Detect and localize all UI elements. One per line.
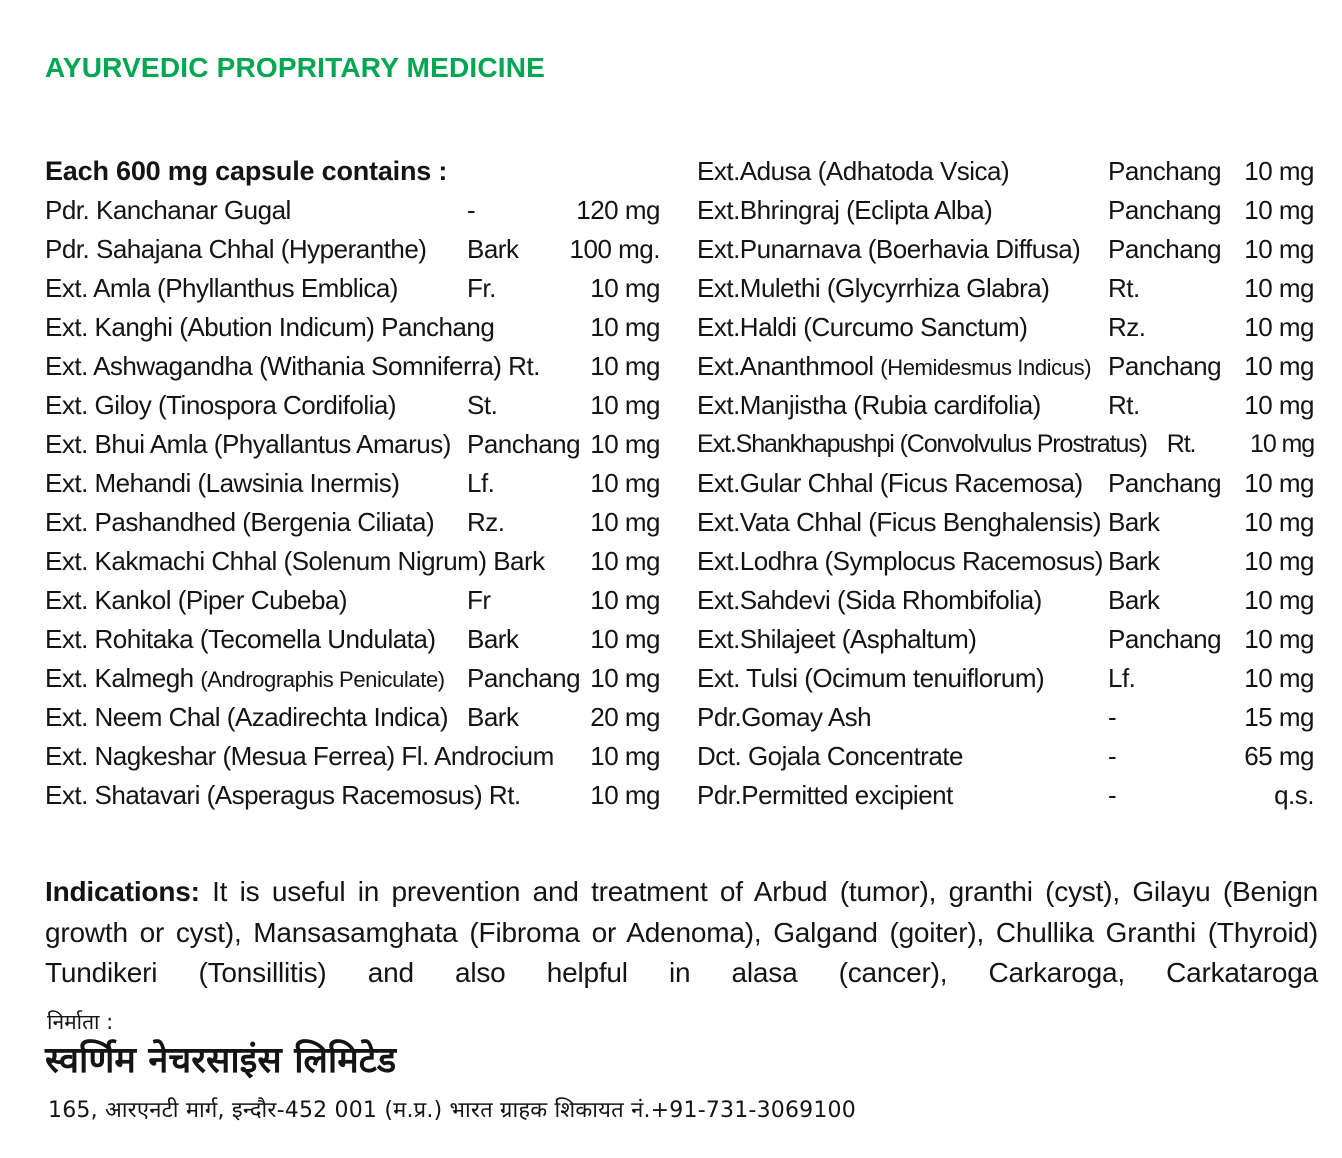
ingredient-row (697, 503, 1314, 542)
ingredient-part: - (1108, 741, 1117, 771)
ingredient-part: - (467, 195, 476, 225)
ingredient-part: Panchang (1108, 195, 1222, 225)
ingredient-part: Panchang (1108, 234, 1222, 264)
ingredient-row (697, 347, 1314, 386)
ingredient-name: Ext.Shankhapushpi (Convolvulus Prostratus) (697, 430, 1147, 458)
ingredient-row (45, 386, 660, 425)
ingredient-part: Rt. (1108, 390, 1140, 420)
ingredient-amount: 15 mg (1244, 702, 1314, 732)
ingredient-name: Ext. Neem Chal (Azadirechta Indica) (45, 702, 449, 732)
indications-paragraph (45, 872, 1318, 994)
ingredient-amount: 10 mg (1244, 195, 1314, 225)
ingredient-row (697, 464, 1314, 503)
ingredient-row (697, 308, 1314, 347)
ingredient-name: Ext. Ashwagandha (Withania Somniferra) Rt. (45, 351, 540, 381)
ingredient-name: Ext.Lodhra (Symplocus Racemosus) (697, 546, 1103, 576)
ingredient-part: Bark (467, 624, 519, 654)
ingredient-name: Ext. Amla (Phyllanthus Emblica) (45, 273, 398, 303)
ingredient-amount: 65 mg (1244, 741, 1314, 771)
ingredient-name: Dct. Gojala Concentrate (697, 741, 963, 771)
ingredient-amount: 10 mg (590, 273, 660, 303)
ingredient-row (697, 776, 1314, 815)
ingredient-name: Ext.Adusa (Adhatoda Vsica) (697, 156, 1010, 186)
composition-right-column (697, 152, 1314, 815)
ingredient-part: Bark (467, 234, 519, 264)
ingredient-row (45, 776, 660, 815)
ingredient-amount: 10 mg (1244, 663, 1314, 693)
ingredient-name: Ext. Giloy (Tinospora Cordifolia) (45, 390, 396, 420)
ingredient-amount: 10 mg (590, 585, 660, 615)
ingredient-name: Ext. Kanghi (Abution Indicum) Panchang (45, 312, 495, 342)
ingredient-name: Ext. Nagkeshar (Mesua Ferrea) Fl. Androcium (45, 741, 554, 771)
ingredient-amount: 20 mg (590, 702, 660, 732)
ingredient-part: Bark (467, 702, 519, 732)
ingredient-amount: 10 mg (1244, 624, 1314, 654)
ingredient-latin-name: (Hemidesmus Indicus) (880, 355, 1092, 380)
ingredient-row (697, 542, 1314, 581)
ingredient-row (45, 308, 660, 347)
ingredient-row (45, 698, 660, 737)
ingredient-name: Ext. Kalmegh (Andrographis Peniculate) (45, 663, 445, 693)
ingredient-amount: 10 mg (590, 351, 660, 381)
ingredient-name: Ext. Rohitaka (Tecomella Undulata) (45, 624, 436, 654)
ingredient-row (697, 698, 1314, 737)
ingredient-part: St. (467, 390, 498, 420)
ingredient-part: Panchang (1108, 624, 1222, 654)
ingredient-row (45, 425, 660, 464)
ingredient-name: Ext.Punarnava (Boerhavia Diffusa) (697, 234, 1081, 264)
ingredient-name: Ext.Mulethi (Glycyrrhiza Glabra) (697, 273, 1050, 303)
ingredient-amount: 10 mg (590, 390, 660, 420)
ingredient-amount: 10 mg (1244, 351, 1314, 381)
ingredient-part: Panchang (1108, 351, 1222, 381)
ingredient-name: Ext.Sahdevi (Sida Rhombifolia) (697, 585, 1042, 615)
ingredient-part: Lf. (1108, 663, 1136, 693)
ingredient-amount: 10 mg (590, 663, 660, 693)
company-name: स्वर्णिम नेचरसाइंस लिमिटेड (45, 1040, 397, 1081)
ingredient-row (45, 191, 660, 230)
ingredient-name: Ext. Kankol (Piper Cubeba) (45, 585, 348, 615)
ingredient-row (45, 620, 660, 659)
ingredient-name: Ext. Mehandi (Lawsinia Inermis) (45, 468, 400, 498)
ingredient-name: Pdr.Permitted excipient (697, 780, 953, 810)
page-title: AYURVEDIC PROPRITARY MEDICINE (45, 52, 546, 83)
ingredient-name: Ext. Pashandhed (Bergenia Ciliata) (45, 507, 435, 537)
ingredient-part: - (1108, 780, 1117, 810)
ingredient-part: Bark (1108, 546, 1160, 576)
ingredient-row (45, 503, 660, 542)
ingredient-row (697, 152, 1314, 191)
ingredient-amount: 10 mg (590, 312, 660, 342)
ingredient-name: Pdr. Sahajana Chhal (Hyperanthe) (45, 234, 427, 264)
ingredient-row (45, 659, 660, 698)
ingredient-name: Ext. Kakmachi Chhal (Solenum Nigrum) Bark (45, 546, 545, 576)
ingredient-name: Ext. Bhui Amla (Phyallantus Amarus) (45, 429, 451, 459)
ingredient-amount: 10 mg (590, 429, 660, 459)
indications-label: Indications: (45, 876, 200, 907)
ingredient-amount: 120 mg (576, 195, 660, 225)
ingredient-amount: 10 mg (1244, 312, 1314, 342)
ingredient-name: Ext. Tulsi (Ocimum tenuiflorum) (697, 663, 1045, 693)
ingredient-amount: 10 mg (1244, 390, 1314, 420)
ingredient-name: Ext.Haldi (Curcumo Sanctum) (697, 312, 1028, 342)
ingredient-amount: 10 mg (1244, 273, 1314, 303)
ingredient-amount: 10 mg (590, 780, 660, 810)
ingredient-list-left (45, 191, 660, 815)
ingredient-row (697, 659, 1314, 698)
ingredient-row (697, 581, 1314, 620)
ingredient-part: Panchang (467, 663, 581, 693)
indications-text: It is useful in prevention and treatment of Arbud (tumor), granthi (cyst), Gilayu (Benign growth or cyst), Mansasamghata (Fibroma or Adenoma), Galgand (goiter), Chullika Granthi (Thyroid) Tundikeri (Tonsillitis) and also helpful in alasa (cancer), Carkaroga, Carkataroga (45, 876, 1318, 988)
ingredient-name: Ext.Shilajeet (Asphaltum) (697, 624, 977, 654)
ingredient-name: Pdr. Kanchanar Gugal (45, 195, 291, 225)
ingredient-part: Lf. (467, 468, 495, 498)
ingredient-row (697, 191, 1314, 230)
ingredient-row (697, 737, 1314, 776)
ingredient-amount: 10 mg (1244, 507, 1314, 537)
ingredient-row (45, 464, 660, 503)
ingredient-part: Fr (467, 585, 491, 615)
ingredient-amount: 10 mg (590, 507, 660, 537)
ingredient-amount: 10 mg (590, 546, 660, 576)
ingredient-amount: 10 mg (1244, 585, 1314, 615)
ingredient-row (45, 737, 660, 776)
ingredient-row (45, 269, 660, 308)
ingredient-row (45, 542, 660, 581)
ingredient-name: Ext.Gular Chhal (Ficus Racemosa) (697, 468, 1083, 498)
ingredient-list-right (697, 152, 1314, 815)
ingredient-name: Ext.Bhringraj (Eclipta Alba) (697, 195, 993, 225)
ingredient-amount: 10 mg (1250, 430, 1314, 458)
ingredient-name: Ext.Manjistha (Rubia cardifolia) (697, 390, 1041, 420)
ingredient-amount: 10 mg (1244, 468, 1314, 498)
composition-heading: Each 600 mg capsule contains : (45, 156, 448, 186)
ingredient-row (697, 230, 1314, 269)
ingredient-part: Panchang (1108, 468, 1222, 498)
ingredient-row (45, 347, 660, 386)
ingredient-amount: q.s. (1274, 780, 1314, 810)
ingredient-amount: 10 mg (590, 741, 660, 771)
ingredient-amount: 10 mg (1244, 234, 1314, 264)
ingredient-part: Rt. (1166, 430, 1196, 458)
ingredient-amount: 10 mg (1244, 156, 1314, 186)
ingredient-part: Panchang (1108, 156, 1222, 186)
ingredient-part: Rz. (467, 507, 505, 537)
ingredient-part: Bark (1108, 585, 1160, 615)
company-address: 165, आरएनटी मार्ग, इन्दौर-452 001 (म.प्र.) भारत ग्राहक शिकायत नं.+91-731-3069100 (48, 1098, 856, 1123)
ingredient-part: Fr. (467, 273, 496, 303)
ingredient-row (697, 386, 1314, 425)
ingredient-latin-name: (Andrographis Peniculate) (200, 667, 445, 692)
ingredient-row (697, 425, 1314, 464)
ingredient-row (45, 230, 660, 269)
ingredient-part: Rz. (1108, 312, 1146, 342)
ingredient-amount: 10 mg (1244, 546, 1314, 576)
ingredient-part: Rt. (1108, 273, 1140, 303)
ingredient-part: Bark (1108, 507, 1160, 537)
ingredient-amount: 10 mg (590, 468, 660, 498)
ingredient-name: Pdr.Gomay Ash (697, 702, 872, 732)
ingredient-part: Panchang (467, 429, 581, 459)
ingredient-name: Ext.Vata Chhal (Ficus Benghalensis) (697, 507, 1101, 537)
ingredient-name: Ext.Ananthmool (Hemidesmus Indicus) (697, 351, 1092, 381)
ingredient-row (697, 269, 1314, 308)
manufacturer-label: निर्माता : (47, 1010, 114, 1034)
ingredient-amount: 10 mg (590, 624, 660, 654)
ingredient-amount: 100 mg. (569, 234, 660, 264)
composition-left-column (45, 152, 660, 815)
ingredient-row (45, 581, 660, 620)
ingredient-name: Ext. Shatavari (Asperagus Racemosus) Rt. (45, 780, 521, 810)
ingredient-row (697, 620, 1314, 659)
ingredient-part: - (1108, 702, 1117, 732)
